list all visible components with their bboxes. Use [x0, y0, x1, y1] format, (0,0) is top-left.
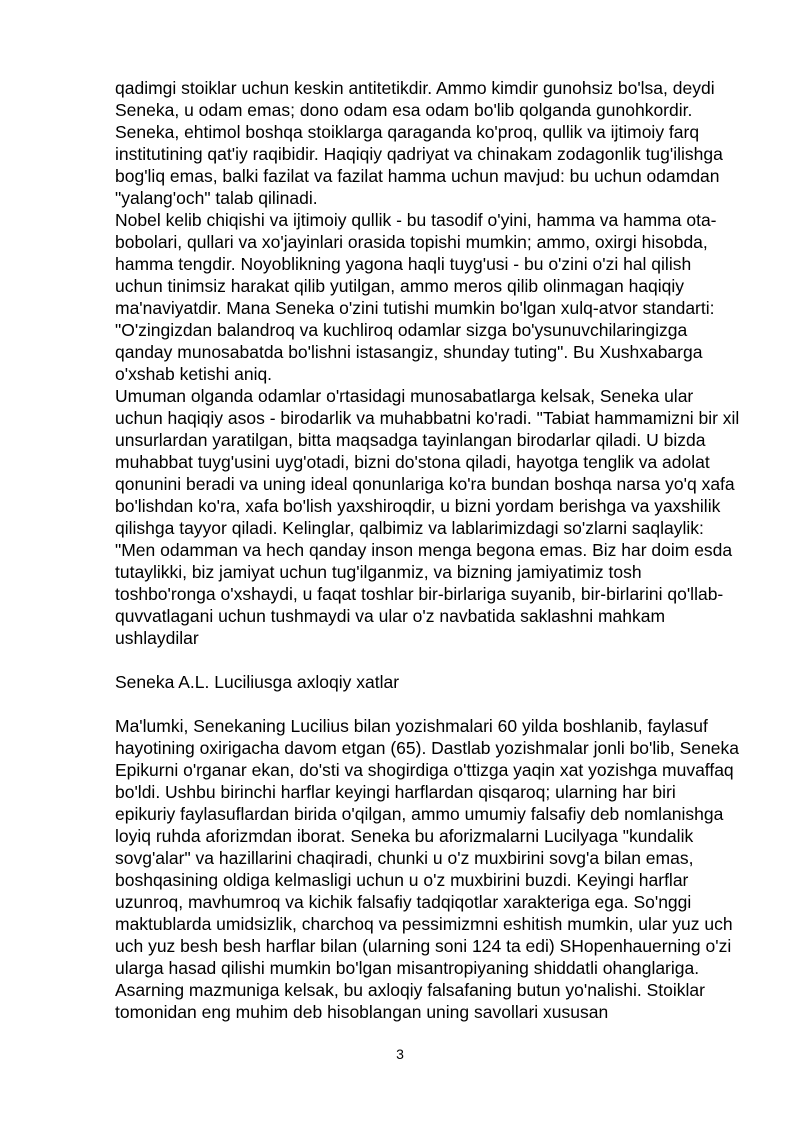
section-heading: Seneka A.L. Luciliusga axloqiy xatlar	[115, 672, 400, 692]
paragraph-content: Asarning mazmuniga kelsak, bu axloqiy falsafaning butun yo'nalishi. Stoiklar tomonidan eng muhim deb hisoblangan uning savollari xususan	[115, 980, 705, 1022]
page-number: 3	[396, 1046, 404, 1062]
paragraph-slavery: Seneka, ehtimol boshqa stoiklarga qaraganda ko'proq, qullik va ijtimoiy farq institutining qat'iy raqibidir. Haqiqiy qadriyat va chinakam zodagonlik tug'ilishga bog'liq emas, balki fazilat va fazilat hamma uchun mavjud: bu uchun odamdan "yalang'och" talab qilinadi.	[115, 122, 723, 208]
paragraph-letters: Ma'lumki, Senekaning Lucilius bilan yozishmalari 60 yilda boshlanib, faylasuf hayotining oxirigacha davom etgan (65). Dastlab yozishmalar jonli bo'lib, Seneka Epikurni o'rganar ekan, do'sti va shogirdiga o'ttizga yaqin xat yozishga muvaffaq bo'ldi. Ushbu birinchi harflar keyingi harflardan qisqaroq; ularning har biri epikuriy faylasuflardan birida o'qilgan, ammo umumiy falsafiy deb nomlanishga loyiq ruhda aforizmdan iborat. Seneka bu aforizmalarni Lucilyaga "kundalik sovg'alar" va hazillarini chaqiradi, chunki u o'z muxbirini sovg'a bilan emas, boshqasining oldiga kelmasligi uchun u o'z muxbirini buzdi. Keyingi harflar uzunroq, mavhumroq va kichik falsafiy tadqiqotlar xarakteriga ega. So'nggi maktublarda umidsizlik, charchoq va pessimizmni eshitish mumkin, ular yuz uch uch yuz besh besh harflar bilan (ularning soni 124 ta edi) SHopenhauerning o'zi ularga hasad qilishi mumkin bo'lgan misantropiyaning shiddatli ohanglariga.	[115, 716, 739, 978]
paragraph-brotherhood: Umuman olganda odamlar o'rtasidagi munosabatlarga kelsak, Seneka ular uchun haqiqiy asos - birodarlik va muhabbatni ko'radi. "Tabiat hammamizni bir xil unsurlardan yaratilgan, bitta maqsadga tayinlangan birodarlar qiladi. U bizda muhabbat tuyg'usini uyg'otadi, bizni do'stona qiladi, hayotga tenglik va adolat qonunini beradi va uning ideal qonunlariga ko'ra bundan boshqa narsa yo'q xafa bo'lishdan ko'ra, xafa bo'lish yaxshiroqdir, u bizni yordam berishga va yaxshilik qilishga tayyor qiladi. Kelinglar, qalbimiz va lablarimizdagi so'zlarni saqlaylik: "Men odamman va hech qanday inson menga begona emas. Biz har doim esda tutaylikki, biz jamiyat uchun tug'ilganmiz, va bizning jamiyatimiz tosh toshbo'ronga o'xshaydi, u faqat toshlar bir-birlariga suyanib, bir-birlarini qo'llab-quvvatlagani uchun tushmaydi va ular o'z navbatida saklashni mahkam ushlaydilar	[115, 386, 740, 648]
paragraph-stoic-sin: qadimgi stoiklar uchun keskin antitetikdir. Ammo kimdir gunohsiz bo'lsa, deydi Seneka, u odam emas; dono odam esa odam bo'lib qolganda gunohkordir.	[115, 78, 715, 120]
paragraph-nobility: Nobel kelib chiqishi va ijtimoiy qullik - bu tasodif o'yini, hamma va hamma ota-bobolari, qullari va xo'jayinlari orasida topishi mumkin; ammo, oxirgi hisobda, hamma tengdir. Noyoblikning yagona haqli tuyg'usi - bu o'zini o'zi hal qilish uchun tinimsiz harakat qilib yutilgan, ammo meros qilib olinmagan haqiqiy ma'naviyatdir. Mana Seneka o'zini tutishi mumkin bo'lgan xulq-atvor standarti: "O'zingizdan balandroq va kuchliroq odamlar sizga bo'ysunuvchilaringizga qanday munosabatda bo'lishni istasangiz, shunday tuting". Bu Xushxabarga o'xshab ketishi aniq.	[115, 210, 717, 384]
